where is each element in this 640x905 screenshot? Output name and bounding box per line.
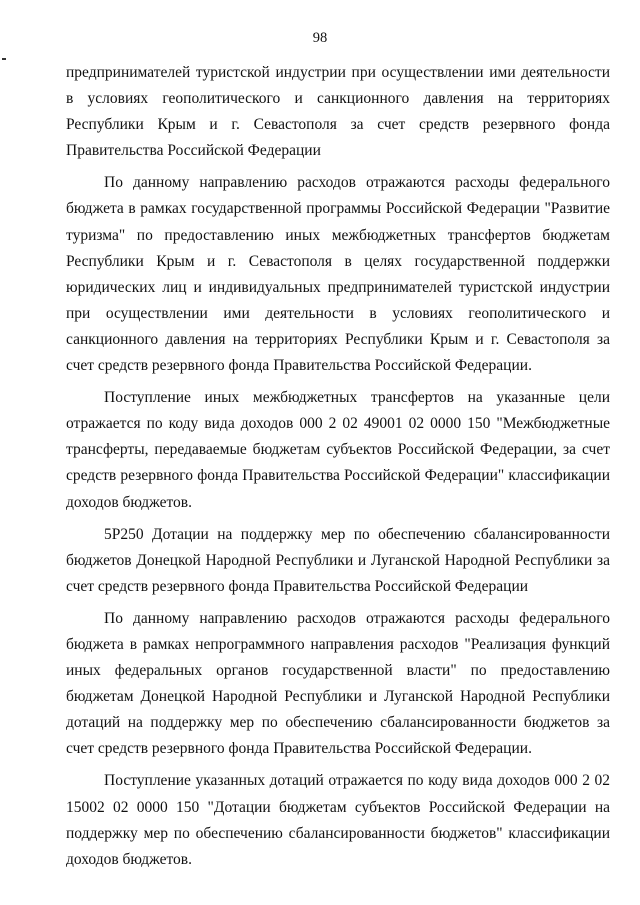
page-number: 98 [312,30,328,46]
scan-artifact [2,58,6,60]
paragraph-revenue-code-tourism: Поступление иных межбюджетных трансфертов на указанные цели отражается по коду вида доходов 000 2 02 49001 02 0000 150 "Межбюджетные трансферты, передаваемые бюджетам субъектов Российской Федерации, за счет средств резервного фонда Правительства Российской Федерации" классификации доходов бюджетов. [66,389,610,511]
paragraph-heading-5r250: 5Р250 Дотации на поддержку мер по обеспечению сбалансированности бюджетов Донецкой Народной Республики и Луганской Народной Республики за счет средств резервного фонда Правительства Российской Федерации [66,525,610,595]
paragraph-expense-description-tourism: По данному направлению расходов отражаются расходы федерального бюджета в рамках государственной программы Российской Федерации "Развитие туризма" по предоставлению иных межбюджетных трансфертов бюджетам Республики Крым и г. Севастополя в целях государственной поддержки юридических лиц и индивидуальных предпринимателей туристской индустрии при осуществлении ими деятельности в условиях геополитического и санкционного давления на территориях Республики Крым и г. Севастополя за счет средств резервного фонда Правительства Российской Федерации. [66,174,610,375]
paragraph-revenue-code-dotations: Поступление указанных дотаций отражается по коду вида доходов 000 2 02 15002 02 0000 150 "Дотации бюджетам субъектов Российской Федерации на поддержку мер по обеспечению сбалансированности бюджетов" классификации доходов бюджетов. [66,772,610,868]
paragraph-expense-description-dotations: По данному направлению расходов отражаются расходы федерального бюджета в рамках непрограммного направления расходов "Реализация функций иных федеральных органов государственной власти" по предоставлению бюджетам Донецкой Народной Республики и Луганской Народной Республики дотаций на поддержку мер по обеспечению сбалансированности бюджетов за счет средств резервного фонда Правительства Российской Федерации. [66,609,610,758]
paragraph-continuation: предпринимателей туристской индустрии при осуществлении ими деятельности в условиях геополитического и санкционного давления на территориях Республики Крым и г. Севастополя за счет средств резервного фонда Правительства Российской Федерации [66,64,610,160]
document-body [66,60,610,873]
